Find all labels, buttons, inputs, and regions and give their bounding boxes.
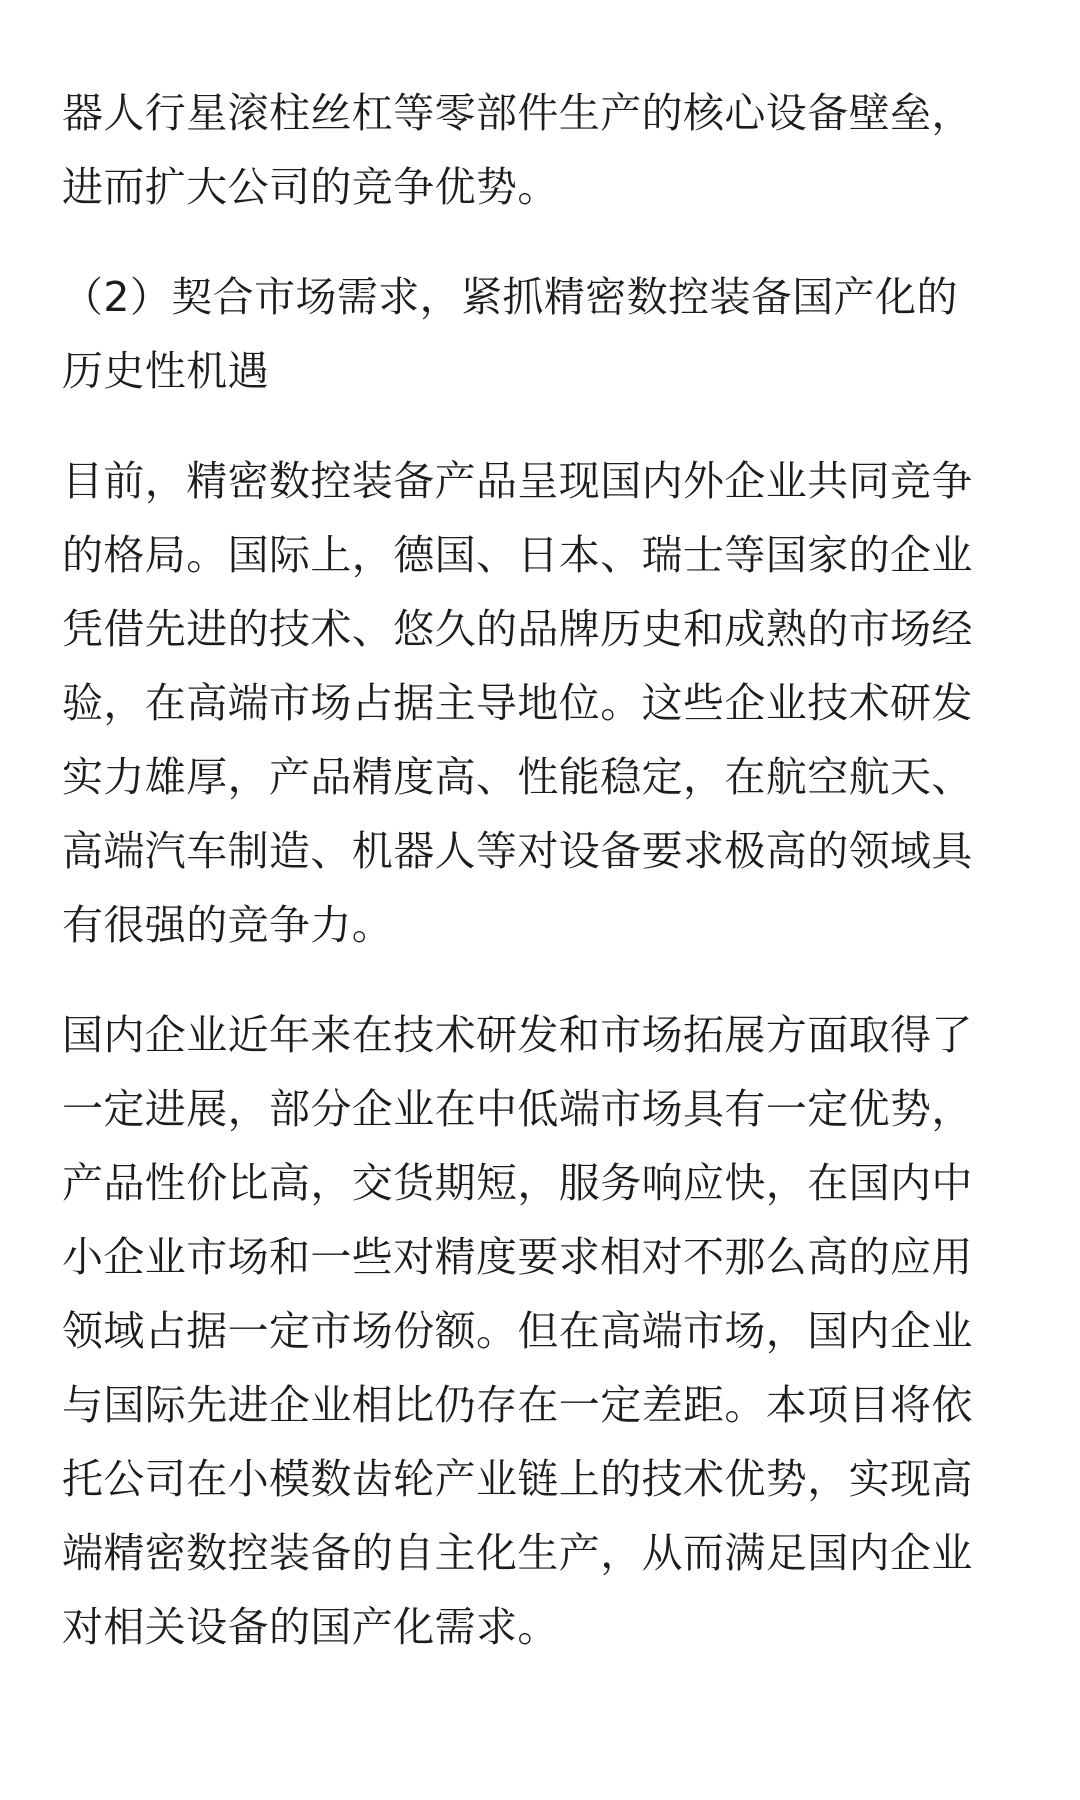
text-line: 对相关设备的国产化需求。 (62, 1603, 559, 1651)
heading-line: （2）契合市场需求，紧抓精密数控装备国产化的 (62, 273, 958, 321)
text-line: 国内企业近年来在技术研发和市场拓展方面取得了 (62, 1011, 973, 1059)
text-line: 产品性价比高，交货期短，服务响应快，在国内中 (62, 1159, 973, 1207)
section-heading-market-demand (62, 260, 1022, 408)
text-line: 进而扩大公司的竞争优势。 (62, 163, 559, 211)
paragraph-domestic-companies (62, 998, 1022, 1664)
text-line: 领域占据一定市场份额。但在高端市场，国内企业 (62, 1307, 973, 1355)
paragraph-equipment-barrier (62, 76, 1022, 224)
text-line: 与国际先进企业相比仍存在一定差距。本项目将依 (62, 1381, 973, 1429)
text-line: 凭借先进的技术、悠久的品牌历史和成熟的市场经 (62, 605, 973, 653)
text-line: 一定进展，部分企业在中低端市场具有一定优势， (62, 1085, 973, 1133)
text-line: 高端汽车制造、机器人等对设备要求极高的领域具 (62, 827, 973, 875)
heading-line: 历史性机遇 (62, 347, 269, 395)
text-line: 有很强的竞争力。 (62, 901, 394, 949)
text-line: 端精密数控装备的自主化生产，从而满足国内企业 (62, 1529, 973, 1577)
text-line: 目前，精密数控装备产品呈现国内外企业共同竞争 (62, 457, 973, 505)
text-line: 实力雄厚，产品精度高、性能稳定，在航空航天、 (62, 753, 973, 801)
text-line: 器人行星滚柱丝杠等零部件生产的核心设备壁垒， (62, 89, 973, 137)
text-line: 验，在高端市场占据主导地位。这些企业技术研发 (62, 679, 973, 727)
article-body (62, 76, 1022, 1700)
text-line: 托公司在小模数齿轮产业链上的技术优势，实现高 (62, 1455, 973, 1503)
text-line: 的格局。国际上，德国、日本、瑞士等国家的企业 (62, 531, 973, 579)
text-line: 小企业市场和一些对精度要求相对不那么高的应用 (62, 1233, 973, 1281)
paragraph-international-competition (62, 444, 1022, 962)
